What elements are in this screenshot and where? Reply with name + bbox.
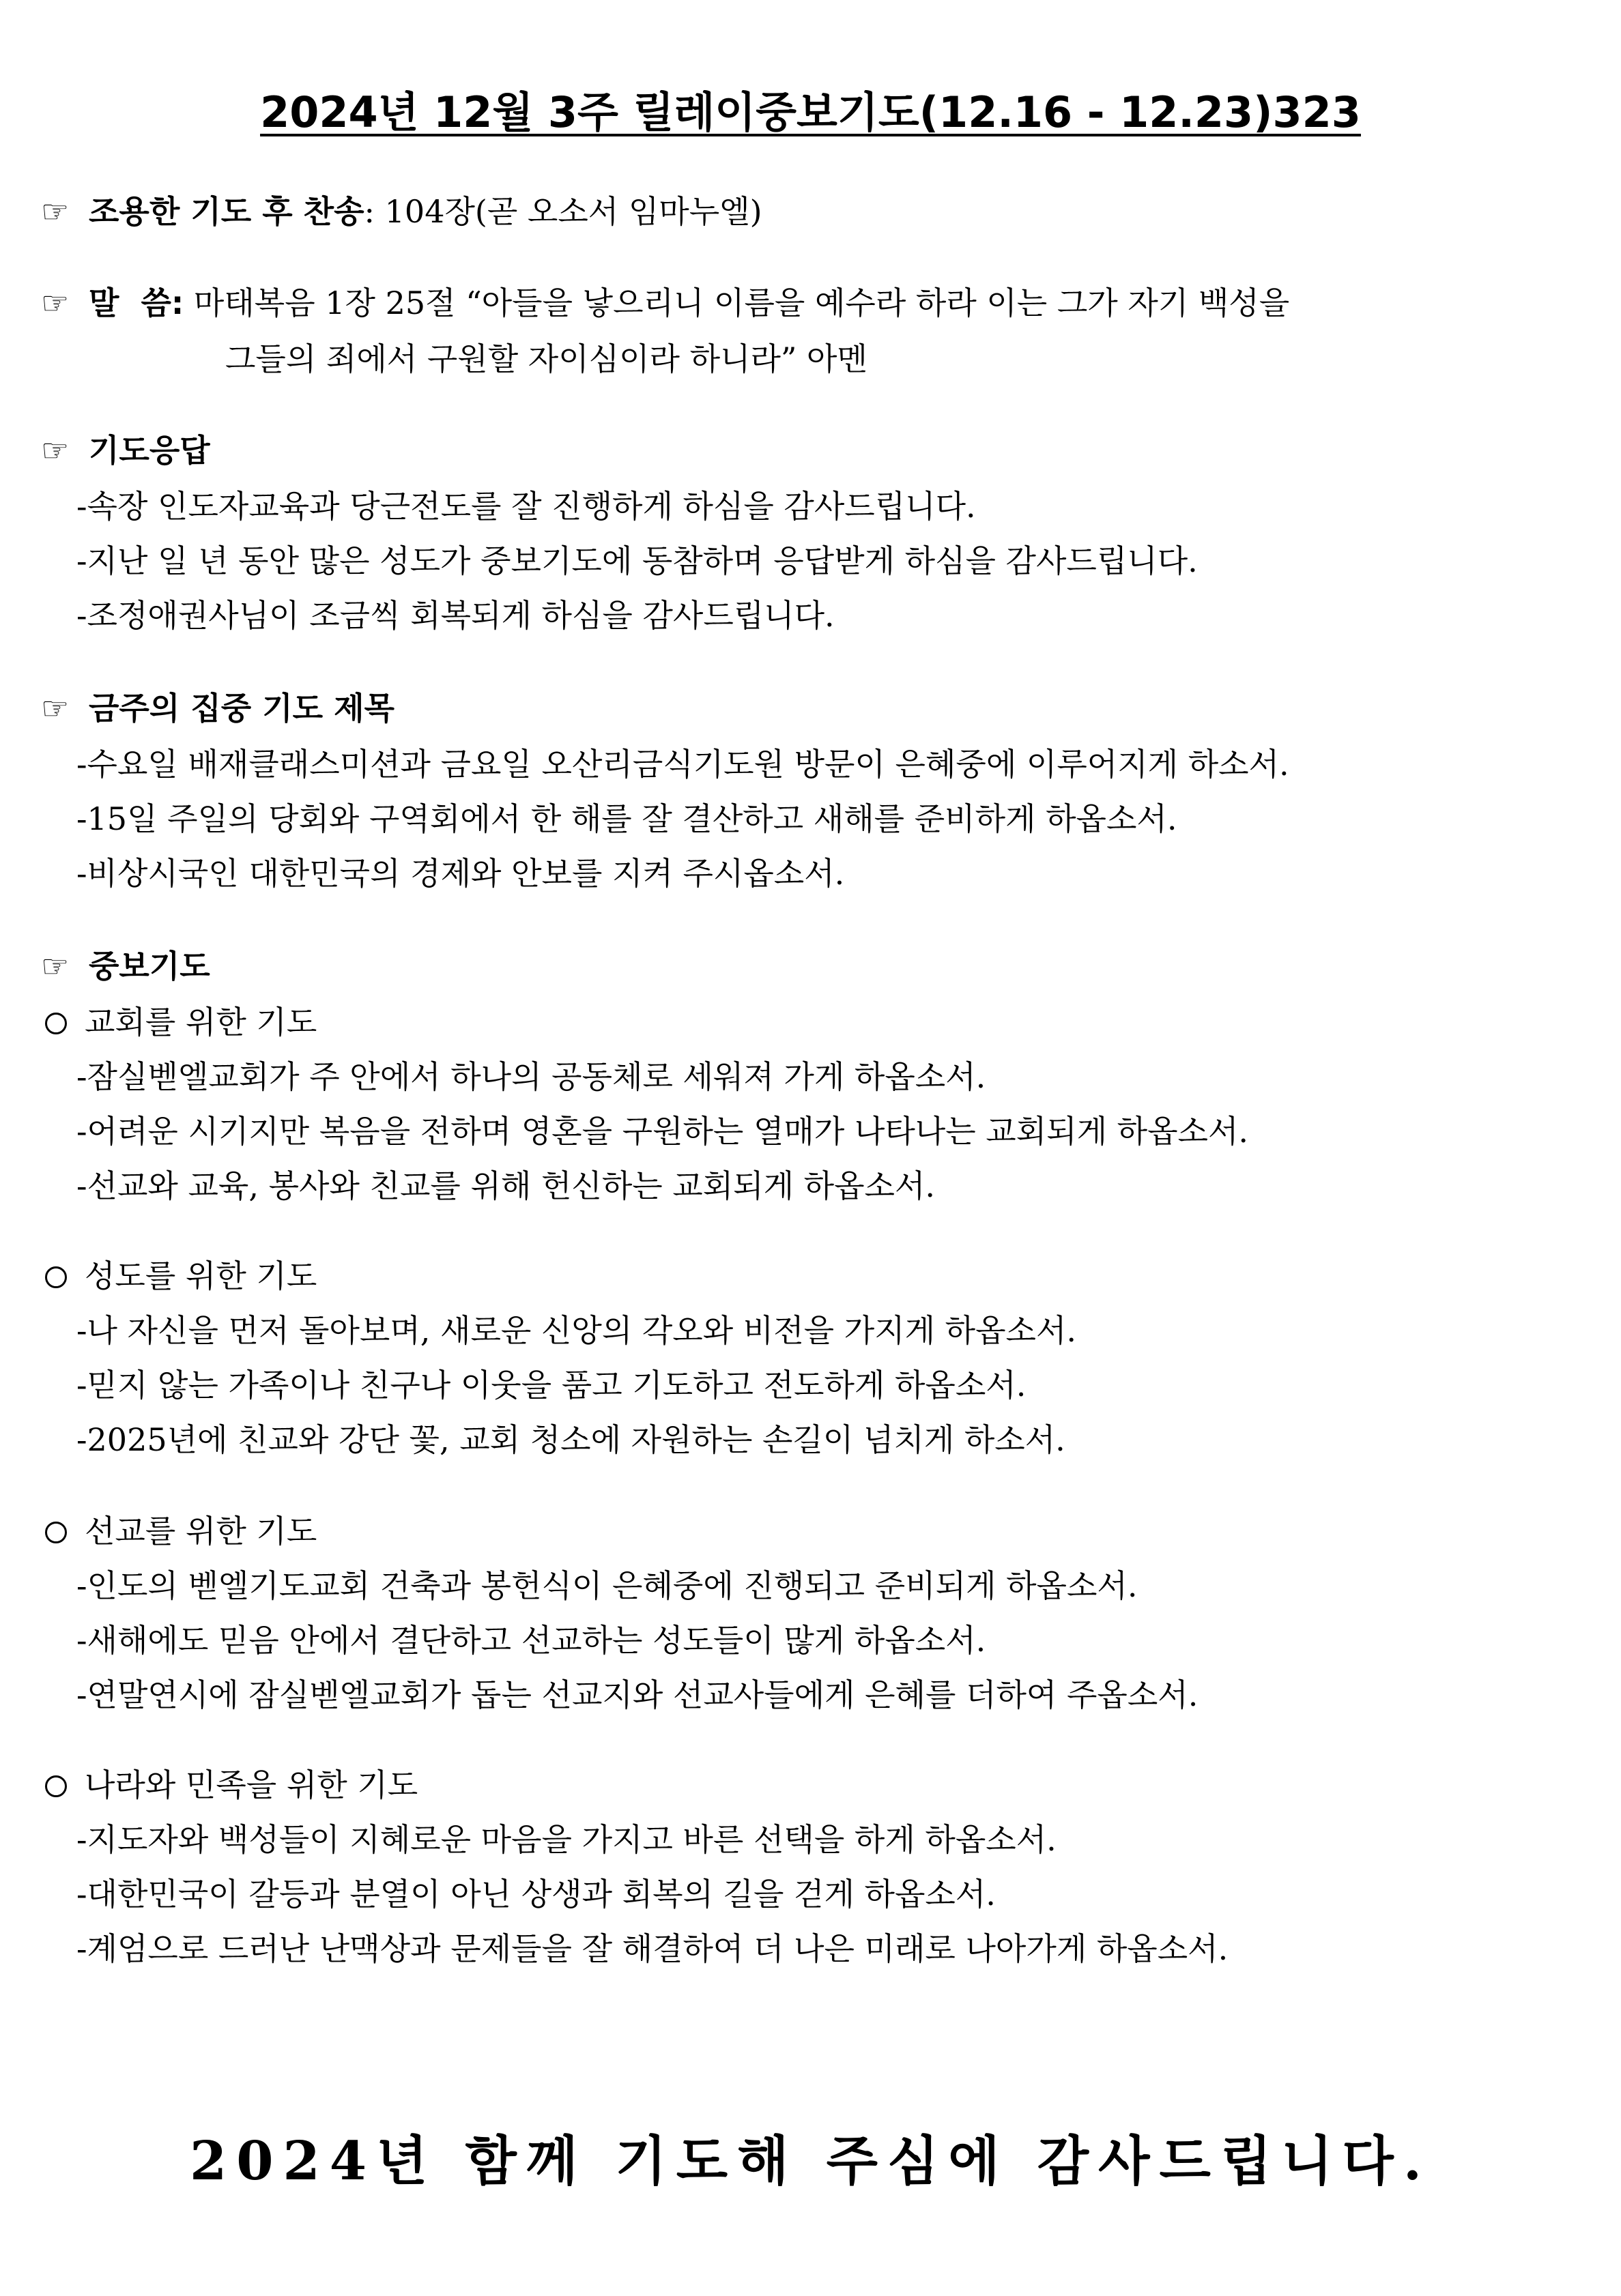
pointing-hand-icon: ☞	[41, 193, 70, 230]
section-title-nation	[45, 1763, 418, 1807]
list-item: -어려운 시기지만 복음을 전하며 영혼을 구원하는 열매가 나타나는 교회되게 하옵소서.	[76, 1113, 1249, 1150]
list-item: -15일 주일의 당회와 구역회에서 한 해를 잘 결산하고 새해를 준비하게 하옵소서.	[76, 800, 1177, 837]
scripture-label: 말 씀:	[89, 285, 184, 321]
closing-message: 2024년 함께 기도해 주심에 감사드립니다.	[189, 2130, 1432, 2192]
list-item: -나 자신을 먼저 돌아보며, 새로운 신앙의 각오와 비전을 가지게 하옵소서.	[76, 1312, 1077, 1349]
answered-heading-text: 기도응답	[89, 432, 210, 469]
section-title-missions	[45, 1509, 317, 1553]
list-item: -비상시국인 대한민국의 경제와 안보를 지켜 주시옵소서.	[76, 855, 845, 892]
list-item: -믿지 않는 가족이나 친구나 이웃을 품고 기도하고 전도하게 하옵소서.	[76, 1367, 1027, 1404]
section-title-church	[45, 1000, 317, 1044]
hymn-label: 조용한 기도 후 찬송	[89, 193, 364, 230]
pointing-hand-icon: ☞	[41, 690, 70, 727]
list-item: -수요일 배재클래스미션과 금요일 오산리금식기도원 방문이 은혜중에 이루어지게 하소서.	[76, 746, 1289, 783]
page-title-text: 2024년 12월 3주 릴레이중보기도(12.16 - 12.23)323	[260, 87, 1361, 137]
scripture-line-1	[41, 281, 1289, 325]
scripture-line-2	[225, 337, 867, 381]
section-title-text: 나라와 민족을 위한 기도	[85, 1767, 418, 1803]
list-item: -조정애권사님이 조금씩 회복되게 하심을 감사드립니다.	[76, 597, 835, 634]
list-item: -계엄으로 드러난 난맥상과 문제들을 잘 해결하여 더 나은 미래로 나아가게 하옵소서.	[76, 1930, 1229, 1967]
section-title-text: 선교를 위한 기도	[85, 1513, 317, 1550]
focus-heading	[41, 686, 395, 730]
answered-heading	[41, 428, 210, 472]
pointing-hand-icon: ☞	[41, 432, 70, 469]
circle-icon	[45, 1266, 67, 1288]
circle-icon	[45, 1775, 67, 1797]
hymn-line	[41, 190, 762, 233]
list-item: -대한민국이 갈등과 분열이 아닌 상생과 회복의 길을 걷게 하옵소서.	[76, 1876, 996, 1913]
list-item: -인도의 벧엘기도교회 건축과 봉헌식이 은혜중에 진행되고 준비되게 하옵소서.	[76, 1567, 1138, 1604]
list-item: -잠실벧엘교회가 주 안에서 하나의 공동체로 세워져 가게 하옵소서.	[76, 1058, 986, 1095]
hymn-value: : 104장(곧 오소서 임마누엘)	[364, 193, 762, 230]
intercession-heading	[41, 944, 210, 988]
list-item: -2025년에 친교와 강단 꽃, 교회 청소에 자원하는 손길이 넘치게 하소서.	[76, 1421, 1065, 1458]
focus-heading-text: 금주의 집중 기도 제목	[89, 690, 395, 727]
list-item: -새해에도 믿음 안에서 결단하고 선교하는 성도들이 많게 하옵소서.	[76, 1622, 986, 1659]
scripture-text-1: 마태복음 1장 25절 “아들을 낳으리니 이름을 예수라 하라 이는 그가 자기 백성을	[193, 285, 1290, 321]
section-title-members	[45, 1254, 317, 1298]
section-title-text: 교회를 위한 기도	[85, 1004, 317, 1041]
list-item: -선교와 교육, 봉사와 친교를 위해 헌신하는 교회되게 하옵소서.	[76, 1167, 936, 1204]
list-item: -연말연시에 잠실벧엘교회가 돕는 선교지와 선교사들에게 은혜를 더하여 주옵소서.	[76, 1676, 1199, 1713]
intercession-heading-text: 중보기도	[89, 948, 210, 985]
circle-icon	[45, 1522, 67, 1543]
scripture-text-2: 그들의 죄에서 구원할 자이심이라 하니라” 아멘	[225, 340, 867, 377]
pointing-hand-icon: ☞	[41, 948, 70, 985]
pointing-hand-icon: ☞	[41, 285, 70, 321]
list-item: -속장 인도자교육과 당근전도를 잘 진행하게 하심을 감사드립니다.	[76, 488, 976, 525]
section-title-text: 성도를 위한 기도	[85, 1258, 317, 1294]
page-title	[0, 82, 1621, 143]
circle-icon	[45, 1013, 67, 1034]
list-item: -지도자와 백성들이 지혜로운 마음을 가지고 바른 선택을 하게 하옵소서.	[76, 1821, 1057, 1858]
list-item: -지난 일 년 동안 많은 성도가 중보기도에 동참하며 응답받게 하심을 감사드립니다.	[76, 542, 1198, 579]
